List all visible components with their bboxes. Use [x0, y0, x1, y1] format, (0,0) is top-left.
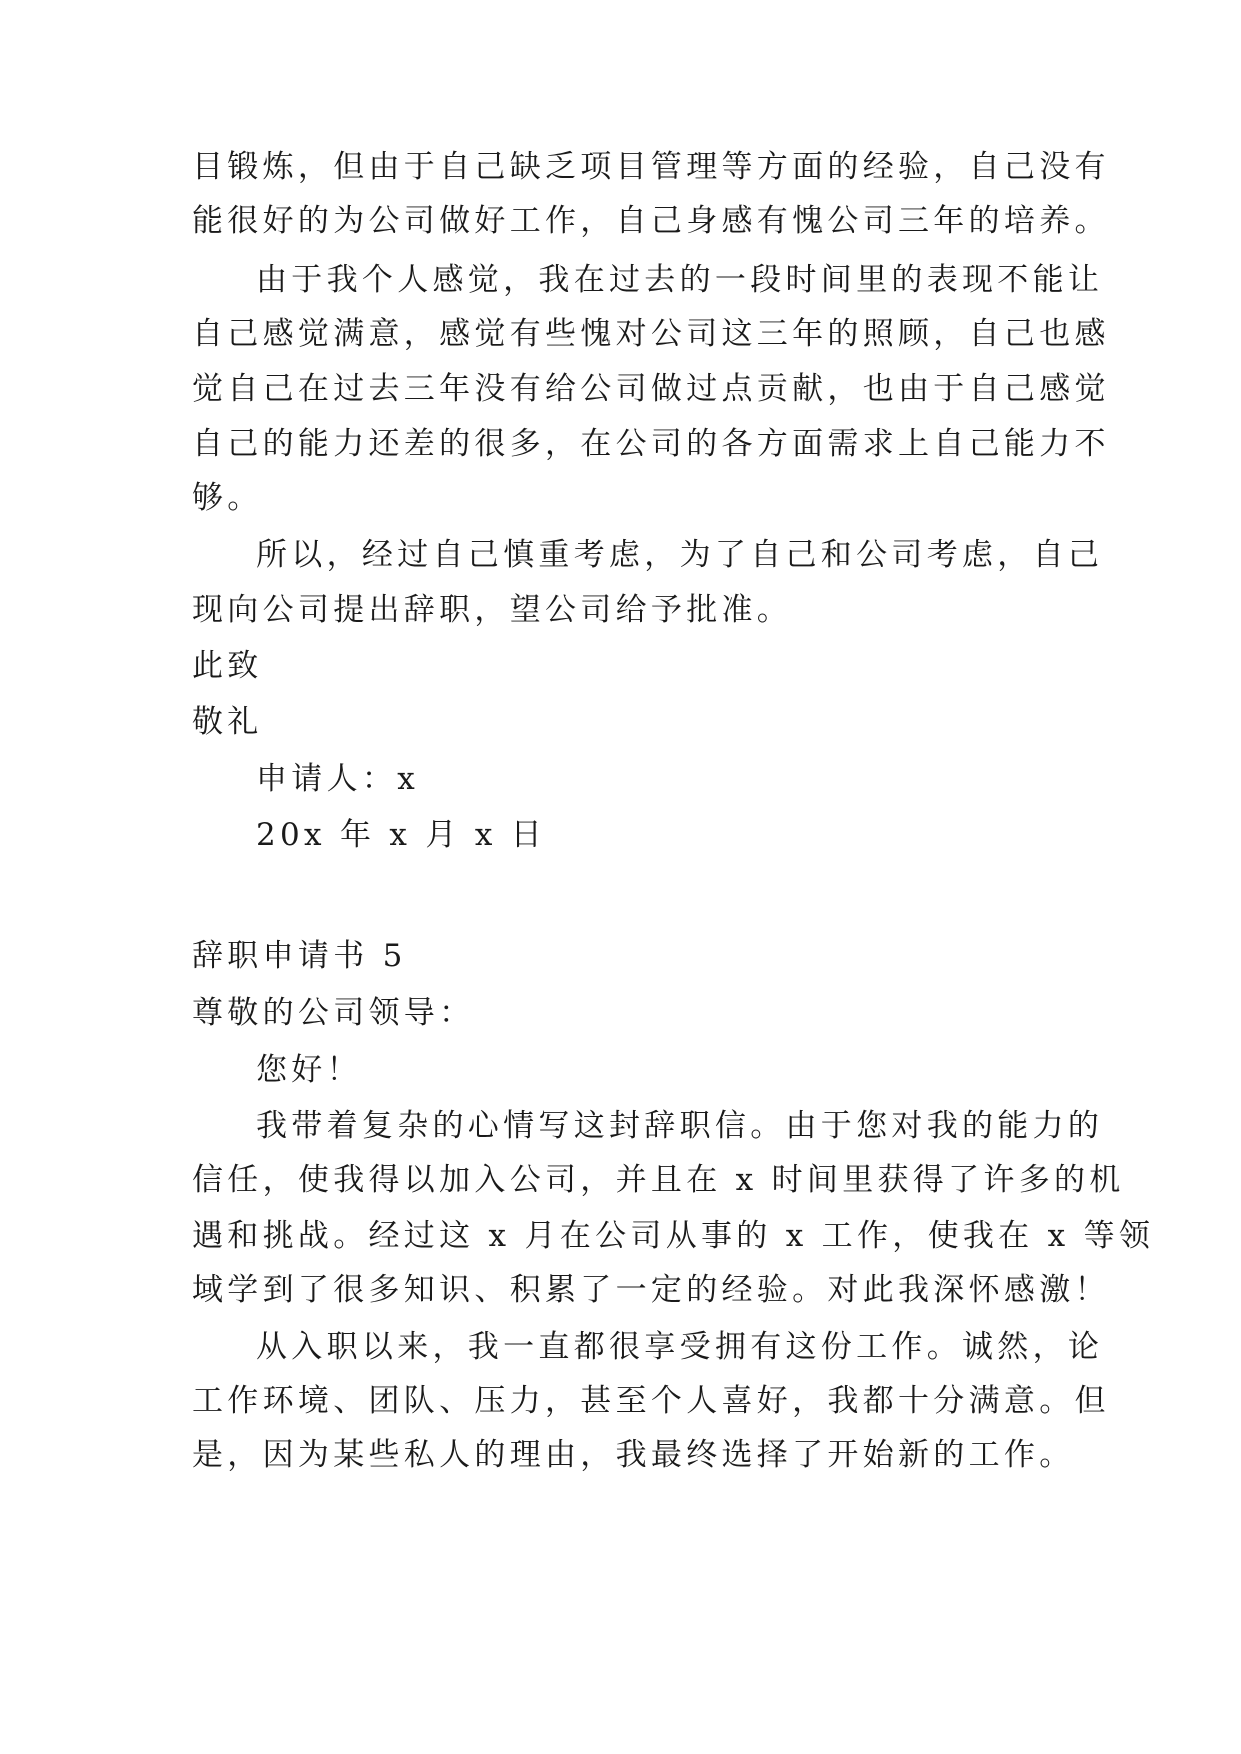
text-line: 自己感觉满意，感觉有些愧对公司这三年的照顾，自己也感 [192, 316, 1110, 352]
greeting-hello: 您好！ [256, 1052, 362, 1088]
date-line: 20x 年 x 月 x 日 [256, 817, 547, 853]
text-line: 觉自己在过去三年没有给公司做过点贡献，也由于自己感觉 [192, 371, 1110, 407]
paragraph-start-line: 从入职以来，我一直都很享受拥有这份工作。诚然，论 [256, 1329, 1104, 1365]
text-line: 是，因为某些私人的理由，我最终选择了开始新的工作。 [192, 1437, 1075, 1473]
paragraph-start-line: 由于我个人感觉，我在过去的一段时间里的表现不能让 [256, 262, 1104, 298]
text-line: 域学到了很多知识、积累了一定的经验。对此我深怀感激！ [192, 1272, 1110, 1308]
text-line: 自己的能力还差的很多，在公司的各方面需求上自己能力不 [192, 426, 1110, 462]
text-line: 现向公司提出辞职，望公司给予批准。 [192, 592, 793, 628]
text-line: 能很好的为公司做好工作，自己身感有愧公司三年的培养。 [192, 203, 1110, 239]
text-line: 目锻炼，但由于自己缺乏项目管理等方面的经验，自己没有 [192, 149, 1110, 185]
closing-salutation: 此致 [192, 648, 263, 684]
applicant-line: 申请人：x [256, 761, 419, 797]
text-line: 够。 [192, 480, 263, 516]
text-line: 信任，使我得以加入公司，并且在 x 时间里获得了许多的机 [192, 1162, 1125, 1198]
paragraph-start-line: 所以，经过自己慎重考虑，为了自己和公司考虑，自己 [256, 537, 1104, 573]
text-line: 遇和挑战。经过这 x 月在公司从事的 x 工作，使我在 x 等领 [192, 1218, 1155, 1254]
closing-regards: 敬礼 [192, 704, 263, 740]
section-heading: 辞职申请书 5 [192, 938, 407, 974]
greeting-line: 尊敬的公司领导： [192, 995, 475, 1031]
text-line: 工作环境、团队、压力，甚至个人喜好，我都十分满意。但 [192, 1383, 1110, 1419]
paragraph-start-line: 我带着复杂的心情写这封辞职信。由于您对我的能力的 [256, 1108, 1104, 1144]
